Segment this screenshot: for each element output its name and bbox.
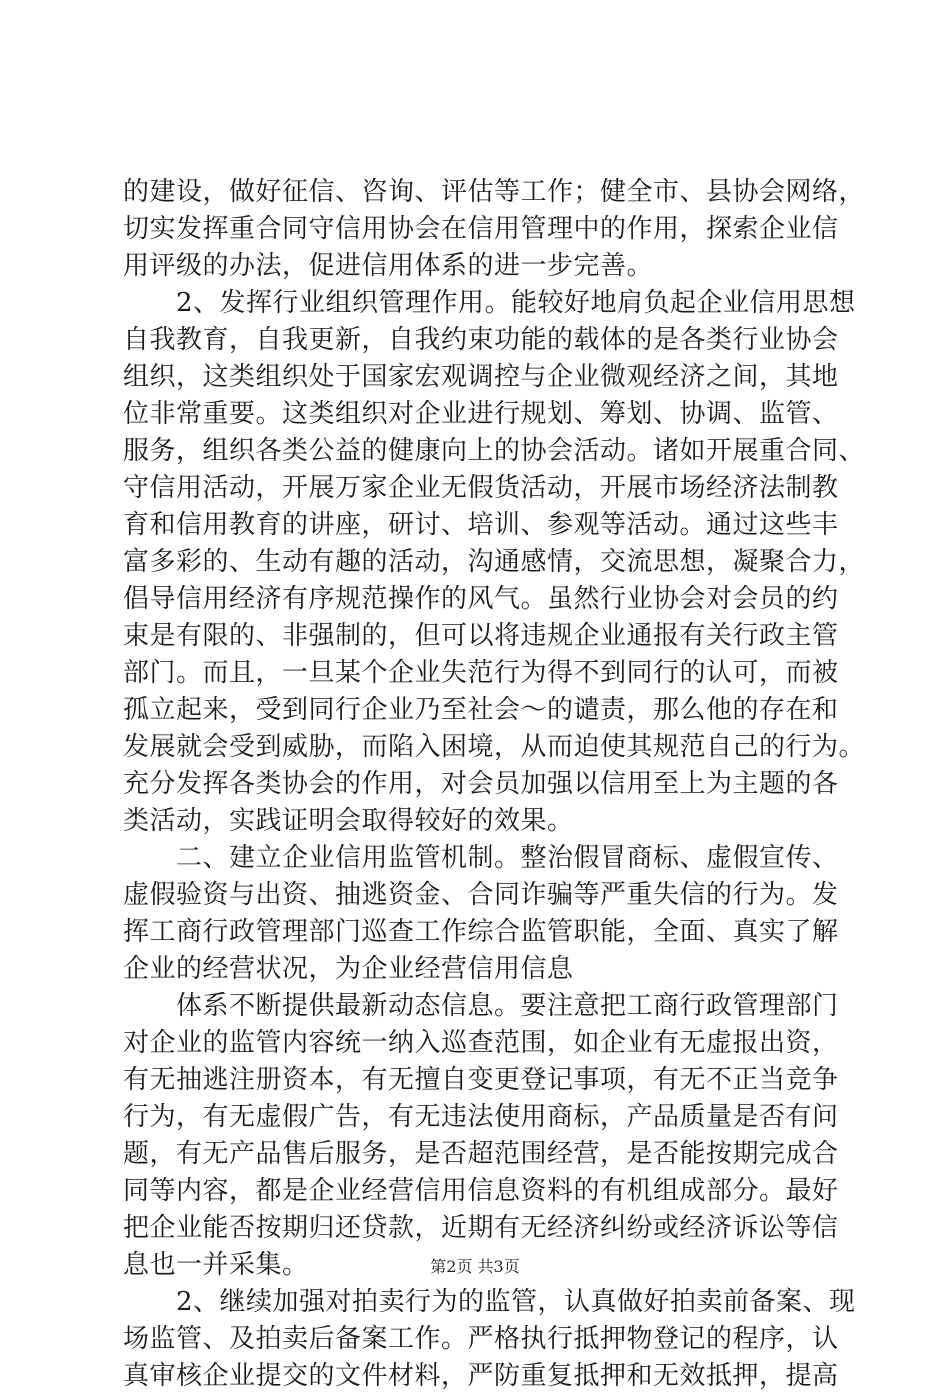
page-footer — [0, 1256, 950, 1278]
text-line: 发展就会受到威胁，而陷入困境，从而迫使其规范自己的行为。 — [123, 732, 866, 762]
text-line: 真审核企业提交的文件材料，严防重复抵押和无效抵押，提高 — [123, 1361, 839, 1391]
text-line: 同等内容，都是企业经营信用信息资料的有机组成部分。最好 — [123, 1176, 839, 1206]
text-line: 对企业的监管内容统一纳入巡查范围，如企业有无虚报出资， — [123, 1028, 839, 1058]
text-line: 富多彩的、生动有趣的活动，沟通感情，交流思想，凝聚合力， — [123, 547, 866, 577]
document-body — [123, 174, 866, 1395]
text-line: 类活动，实践证明会取得较好的效果。 — [123, 806, 574, 836]
text-line: 位非常重要。这类组织对企业进行规划、筹划、协调、监管、 — [123, 399, 839, 429]
text-line: 倡导信用经济有序规范操作的风气。虽然行业协会对会员的约 — [123, 584, 839, 614]
text-line: 充分发挥各类协会的作用，对会员加强以信用至上为主题的各 — [123, 769, 839, 799]
text-line: 行为，有无虚假广告，有无违法使用商标，产品质量是否有问 — [123, 1102, 839, 1132]
text-line: 孤立起来，受到同行企业乃至社会～的谴责，那么他的存在和 — [123, 695, 839, 725]
text-line: 守信用活动，开展万家企业无假货活动，开展市场经济法制教 — [123, 473, 839, 503]
text-line: 挥工商行政管理部门巡查工作综合监管职能，全面、真实了解 — [123, 917, 839, 947]
text-line: 用评级的办法，促进信用体系的进一步完善。 — [123, 251, 654, 281]
page-number-label: 第2页 共3页 — [430, 1257, 520, 1276]
text-line: 2、继续加强对拍卖行为的监管，认真做好拍卖前备案、现 — [123, 1287, 856, 1317]
text-line: 组织，这类组织处于国家宏观调控与企业微观经济之间，其地 — [123, 362, 839, 392]
text-line: 的建设，做好征信、咨询、评估等工作；健全市、县协会网络， — [123, 177, 866, 207]
text-line: 自我教育，自我更新，自我约束功能的载体的是各类行业协会 — [123, 325, 839, 355]
text-line: 题，有无产品售后服务，是否超范围经营，是否能按期完成合 — [123, 1139, 839, 1169]
text-line: 部门。而且，一旦某个企业失范行为得不到同行的认可，而被 — [123, 658, 839, 688]
text-line: 把企业能否按期归还贷款，近期有无经济纠纷或经济诉讼等信 — [123, 1213, 839, 1243]
text-line: 服务，组织各类公益的健康向上的协会活动。诸如开展重合同、 — [123, 436, 866, 466]
text-line: 切实发挥重合同守信用协会在信用管理中的作用，探索企业信 — [123, 214, 839, 244]
text-line: 息也一并采集。 — [123, 1250, 309, 1280]
text-line: 二、建立企业信用监管机制。整治假冒商标、虚假宣传、 — [123, 843, 839, 873]
text-line: 虚假验资与出资、抽逃资金、合同诈骗等严重失信的行为。发 — [123, 880, 839, 910]
text-line: 育和信用教育的讲座，研讨、培训、参观等活动。通过这些丰 — [123, 510, 839, 540]
text-line: 体系不断提供最新动态信息。要注意把工商行政管理部门 — [123, 991, 839, 1021]
text-line: 企业的经营状况，为企业经营信用信息 — [123, 954, 574, 984]
text-line: 有无抽逃注册资本，有无擅自变更登记事项，有无不正当竞争 — [123, 1065, 839, 1095]
text-line: 场监管、及拍卖后备案工作。严格执行抵押物登记的程序，认 — [123, 1324, 839, 1354]
text-line: 束是有限的、非强制的，但可以将违规企业通报有关行政主管 — [123, 621, 839, 651]
text-line: 2、发挥行业组织管理作用。能较好地肩负起企业信用思想 — [123, 288, 856, 318]
